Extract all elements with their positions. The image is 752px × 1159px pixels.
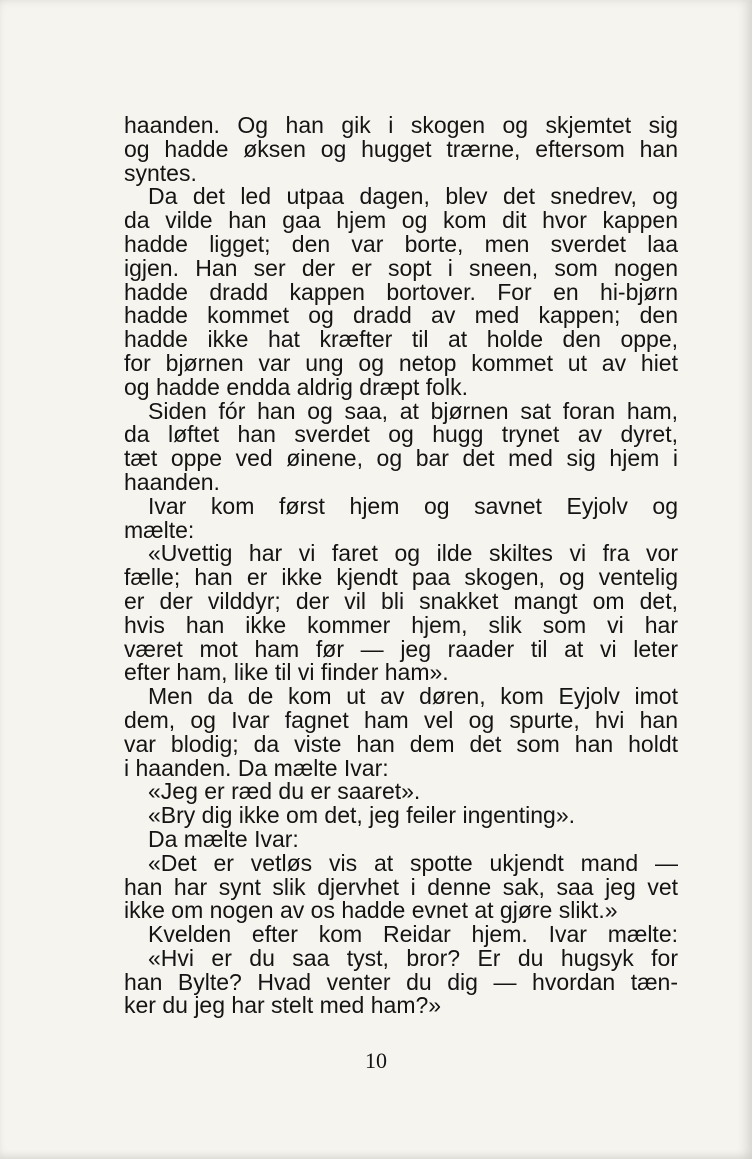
text-line: ikke om nogen av os hadde evnet at gjøre slikt.» xyxy=(124,897,618,924)
text-line: ker du jeg har stelt med ham?» xyxy=(124,992,442,1019)
text-line: «Hvi er du saa tyst, bror? Er du hugsyk for xyxy=(148,944,678,971)
text-line: for bjørnen var ung og netop kommet ut av hiet xyxy=(124,349,678,376)
text-line: var blodig; da viste han dem det som han holdt xyxy=(124,730,678,757)
text-line: fælle; han er ikke kjendt paa skogen, og ventelig xyxy=(124,564,678,591)
text-line: «Det er vetløs vis at spotte ukjendt mand — xyxy=(148,849,678,876)
text-line: Men da de kom ut av døren, kom Eyjolv imot xyxy=(148,683,678,710)
text-line: hadde dradd kappen bortover. For en hi-bjørn xyxy=(124,278,678,305)
text-line: Kvelden efter kom Reidar hjem. Ivar mælte: xyxy=(148,921,678,948)
text-line: været mot ham før — jeg raader til at vi leter xyxy=(124,635,678,662)
text-line: syntes. xyxy=(124,159,197,186)
text-line: haanden. xyxy=(124,468,220,495)
body-text xyxy=(124,114,678,1018)
text-line: Ivar kom først hjem og savnet Eyjolv og xyxy=(148,492,678,519)
text-line: tæt oppe ved øinene, og bar det med sig hjem i xyxy=(124,445,678,472)
text-line: Siden fór han og saa, at bjørnen sat foran ham, xyxy=(148,397,678,424)
text-line: og hadde øksen og hugget trærne, eftersom han xyxy=(124,135,678,162)
text-line: da vilde han gaa hjem og kom dit hvor kappen xyxy=(124,207,678,234)
text-line: Da mælte Ivar: xyxy=(148,825,299,852)
text-line: Da det led utpaa dagen, blev det snedrev, og xyxy=(148,183,678,210)
text-line: «Jeg er ræd du er saaret». xyxy=(148,778,421,805)
text-line: hvis han ikke kommer hjem, slik som vi har xyxy=(124,611,678,638)
text-line: hadde ligget; den var borte, men sverdet laa xyxy=(124,230,678,257)
text-line: hadde ikke hat kræfter til at holde den oppe, xyxy=(124,326,678,353)
page-number: 10 xyxy=(365,1048,387,1073)
text-line: mælte: xyxy=(124,516,195,543)
text-line: efter ham, like til vi finder ham». xyxy=(124,659,449,686)
text-line: i haanden. Da mælte Ivar: xyxy=(124,754,389,781)
text-line: han Bylte? Hvad venter du dig — hvordan tæn- xyxy=(124,968,678,995)
text-line: haanden. Og han gik i skogen og skjemtet sig xyxy=(124,112,678,138)
text-line: er der vilddyr; der vil bli snakket mangt om det, xyxy=(124,587,678,614)
text-line: igjen. Han ser der er sopt i sneen, som nogen xyxy=(124,254,678,281)
text-line: hadde kommet og dradd av med kappen; den xyxy=(124,302,678,329)
text-line: «Bry dig ikke om det, jeg feiler ingenting». xyxy=(148,802,576,829)
text-line: dem, og Ivar fagnet ham vel og spurte, hvi han xyxy=(124,706,678,733)
text-line: «Uvettig har vi faret og ilde skiltes vi fra vor xyxy=(148,540,678,567)
text-line: da løftet han sverdet og hugg trynet av dyret, xyxy=(124,421,678,448)
text-line: og hadde endda aldrig dræpt folk. xyxy=(124,373,468,400)
text-line: han har synt slik djervhet i denne sak, saa jeg vet xyxy=(124,873,678,900)
